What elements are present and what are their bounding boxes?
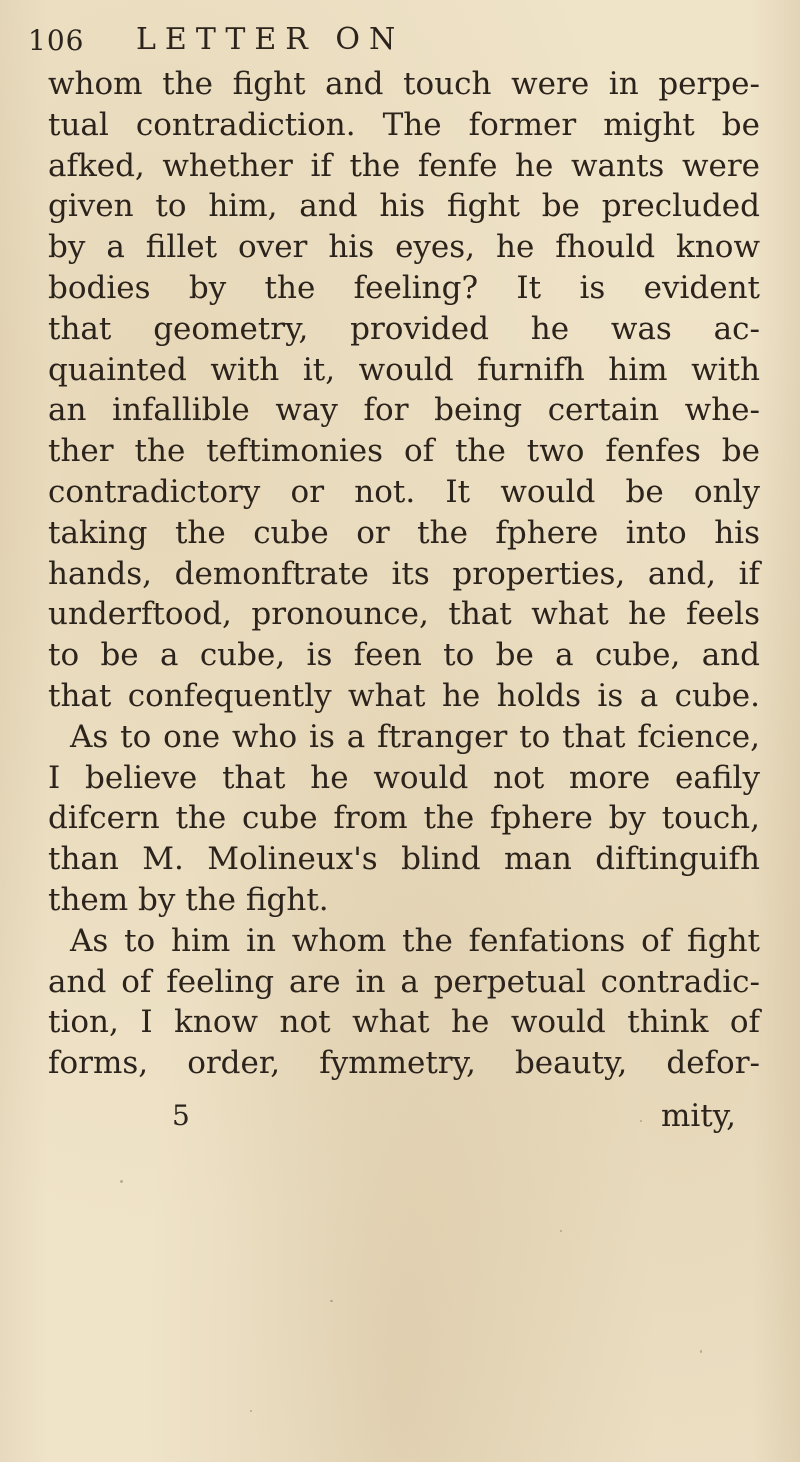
running-head [28, 20, 588, 70]
catchword: mity, [660, 1098, 736, 1134]
text-line: by a fillet over his eyes, he fhould know [48, 229, 760, 266]
text-line: I believe that he would not more eafily [48, 759, 760, 796]
text-line: than M. Molineux's blind man diftinguifh [48, 841, 760, 878]
text-line: to be a cube, is feen to be a cube, and [48, 637, 760, 674]
text-line: that confequently what he holds is a cube. [48, 677, 760, 714]
body-text [48, 64, 760, 1084]
text-line: underftood, pronounce, that what he feels [48, 596, 760, 633]
text-line: ther the teftimonies of the two fenfes be [48, 433, 760, 470]
page-number: 106 [28, 24, 85, 57]
text-line: contradictory or not. It would be only [48, 473, 760, 510]
text-line: As to one who is a ftranger to that fcience, [70, 718, 760, 755]
text-line: and of feeling are in a perpetual contradic- [48, 963, 760, 1000]
text-line: bodies by the feeling? It is evident [48, 269, 760, 306]
text-line: As to him in whom the fenfations of fight [70, 922, 760, 959]
text-line: quainted with it, would furnifh him with [48, 351, 760, 388]
text-line: afked, whether if the fenfe he wants were [48, 147, 760, 184]
text-line: taking the cube or the fphere into his [48, 514, 760, 551]
text-line: forms, order, fymmetry, beauty, defor- [48, 1045, 760, 1082]
text-line: an infallible way for being certain whe- [48, 392, 760, 429]
signature-mark: 5 [172, 1099, 190, 1132]
text-line: difcern the cube from the fphere by touch, [48, 800, 760, 837]
text-line: that geometry, provided he was ac- [48, 310, 760, 347]
text-line: tual contradiction. The former might be [48, 106, 760, 143]
text-line: whom the fight and touch were in perpe- [48, 66, 760, 102]
text-line: given to him, and his fight be precluded [48, 188, 760, 225]
page-footer [48, 1096, 760, 1136]
text-line: hands, demonftrate its properties, and, if [48, 555, 760, 592]
text-line: tion, I know not what he would think of [48, 1004, 760, 1041]
running-title: LETTER ON [136, 22, 405, 57]
text-line: them by the fight. [48, 881, 329, 918]
